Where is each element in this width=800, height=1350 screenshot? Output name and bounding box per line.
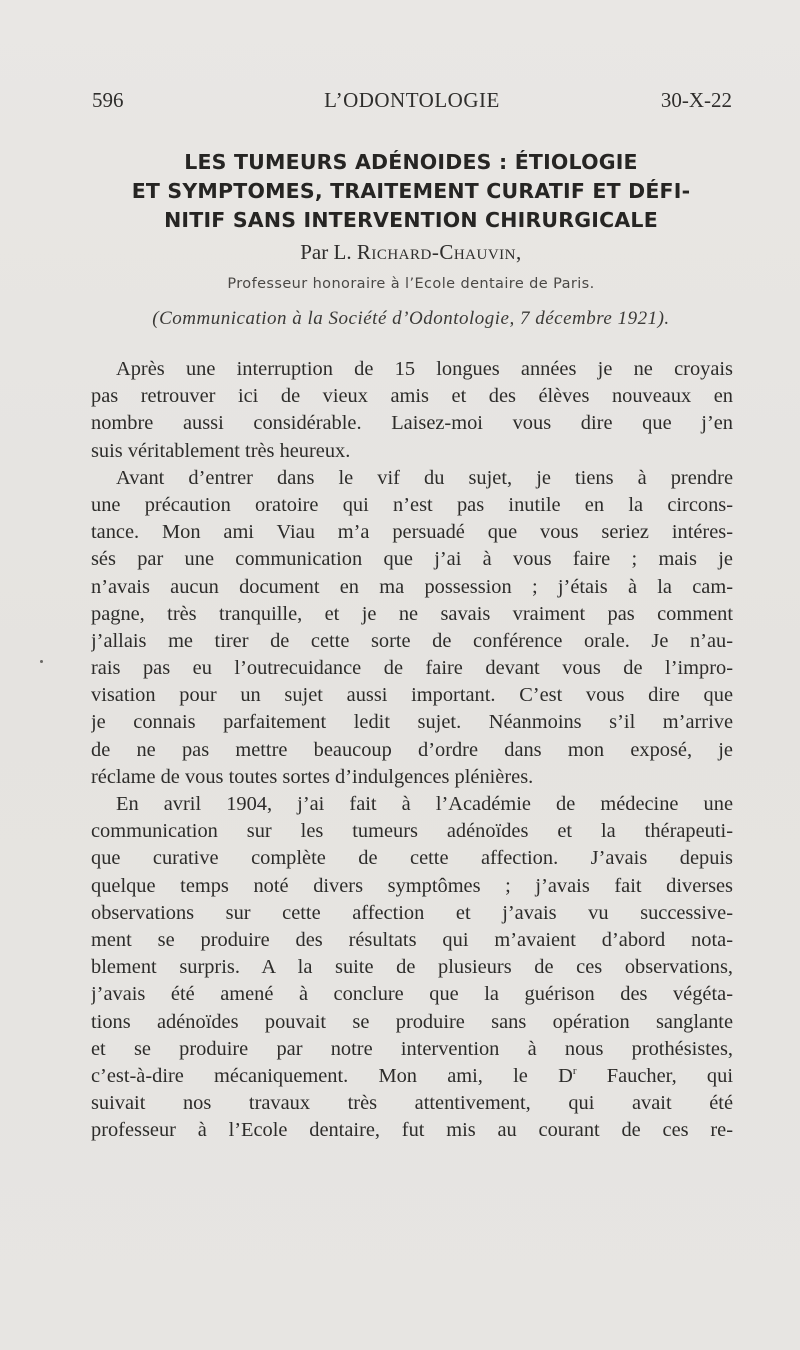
body-line: j’allais me tirer de cette sorte de conférence orale. Je n’au- bbox=[91, 629, 733, 652]
body-line: visation pour un sujet aussi important. C’est vous dire que bbox=[91, 684, 733, 707]
body-line: suivait nos travaux très attentivement, qui avait été bbox=[91, 1092, 733, 1115]
body-line-part: Faucher, qui bbox=[576, 1064, 733, 1087]
body-line-part: c’est-à-dire mécaniquement. Mon ami, le D bbox=[91, 1064, 573, 1087]
body-line: ment se produire des résultats qui m’avaient d’abord nota- bbox=[91, 928, 733, 951]
body-line: que curative complète de cette affection. J’avais depuis bbox=[91, 847, 733, 870]
body-line: blement surpris. A la suite de plusieurs de ces observations, bbox=[91, 956, 733, 979]
body-line: de ne pas mettre beaucoup d’ordre dans mon exposé, je bbox=[91, 738, 733, 761]
body-line: En avril 1904, j’ai fait à l’Académie de médecine une bbox=[116, 793, 733, 815]
body-line: une précaution oratoire qui n’est pas inutile en la circons- bbox=[91, 493, 733, 516]
body-line: pagne, très tranquille, et je ne savais vraiment pas comment bbox=[91, 602, 733, 625]
body-line: sés par une communication que j’ai à vous faire ; mais je bbox=[91, 548, 733, 571]
body-line: suis véritablement très heureux. bbox=[91, 439, 351, 462]
body-line: communication sur les tumeurs adénoïdes et la thérapeuti- bbox=[91, 820, 733, 843]
body-line: Après une interruption de 15 longues années je ne croyais bbox=[116, 358, 733, 380]
article-body bbox=[91, 356, 733, 1144]
body-line: quelque temps noté divers symptômes ; j’avais fait diverses bbox=[91, 874, 733, 897]
running-head bbox=[92, 88, 732, 114]
body-line: j’avais été amené à conclure que la guérison des végéta- bbox=[91, 983, 733, 1006]
title-line: LES TUMEURS ADÉNOIDES : ÉTIOLOGIE bbox=[184, 150, 638, 174]
body-line: réclame de vous toutes sortes d’indulgences plénières. bbox=[91, 765, 534, 788]
journal-title: L’ODONTOLOGIE bbox=[324, 88, 500, 112]
body-line: rais pas eu l’outrecuidance de faire devant vous de l’impro- bbox=[91, 657, 733, 680]
body-line: et se produire par notre intervention à nous prothésistes, bbox=[91, 1037, 733, 1060]
communication-note: (Communication à la Société d’Odontologie, 7 décembre 1921). bbox=[152, 308, 670, 329]
body-line: professeur à l’Ecole dentaire, fut mis au courant de ces re- bbox=[91, 1119, 733, 1142]
body-line: nombre aussi considérable. Laisez-moi vous dire que j’en bbox=[91, 412, 733, 435]
body-line: pas retrouver ici de vieux amis et des élèves nouveaux en bbox=[91, 385, 733, 408]
issue-date: 30-X-22 bbox=[660, 88, 732, 112]
body-line: n’avais aucun document en ma possession ; j’étais à la cam- bbox=[91, 575, 733, 598]
title-line: NITIF SANS INTERVENTION CHIRURGICALE bbox=[164, 208, 658, 232]
body-line: tance. Mon ami Viau m’a persuadé que vous seriez intéres- bbox=[91, 521, 733, 544]
page-number: 596 bbox=[92, 88, 124, 112]
author-name: Richard-Chauvin, bbox=[356, 240, 522, 264]
body-line bbox=[91, 1063, 733, 1090]
author-line bbox=[86, 240, 736, 265]
body-line: je connais parfaitement ledit sujet. Néanmoins s’il m’arrive bbox=[91, 711, 733, 734]
scan-speck bbox=[40, 660, 43, 663]
body-line: tions adénoïdes pouvait se produire sans opération sanglante bbox=[91, 1010, 733, 1033]
title-line: ET SYMPTOMES, TRAITEMENT CURATIF ET DÉFI- bbox=[131, 179, 691, 203]
body-line: observations sur cette affection et j’avais vu successive- bbox=[91, 901, 733, 924]
article-title bbox=[86, 148, 736, 235]
body-line: Avant d’entrer dans le vif du sujet, je tiens à prendre bbox=[116, 466, 733, 489]
author-affiliation: Professeur honoraire à l’Ecole dentaire de Paris. bbox=[227, 276, 595, 292]
author-prefix: Par L. bbox=[300, 240, 352, 264]
superscript: r bbox=[572, 1065, 577, 1078]
